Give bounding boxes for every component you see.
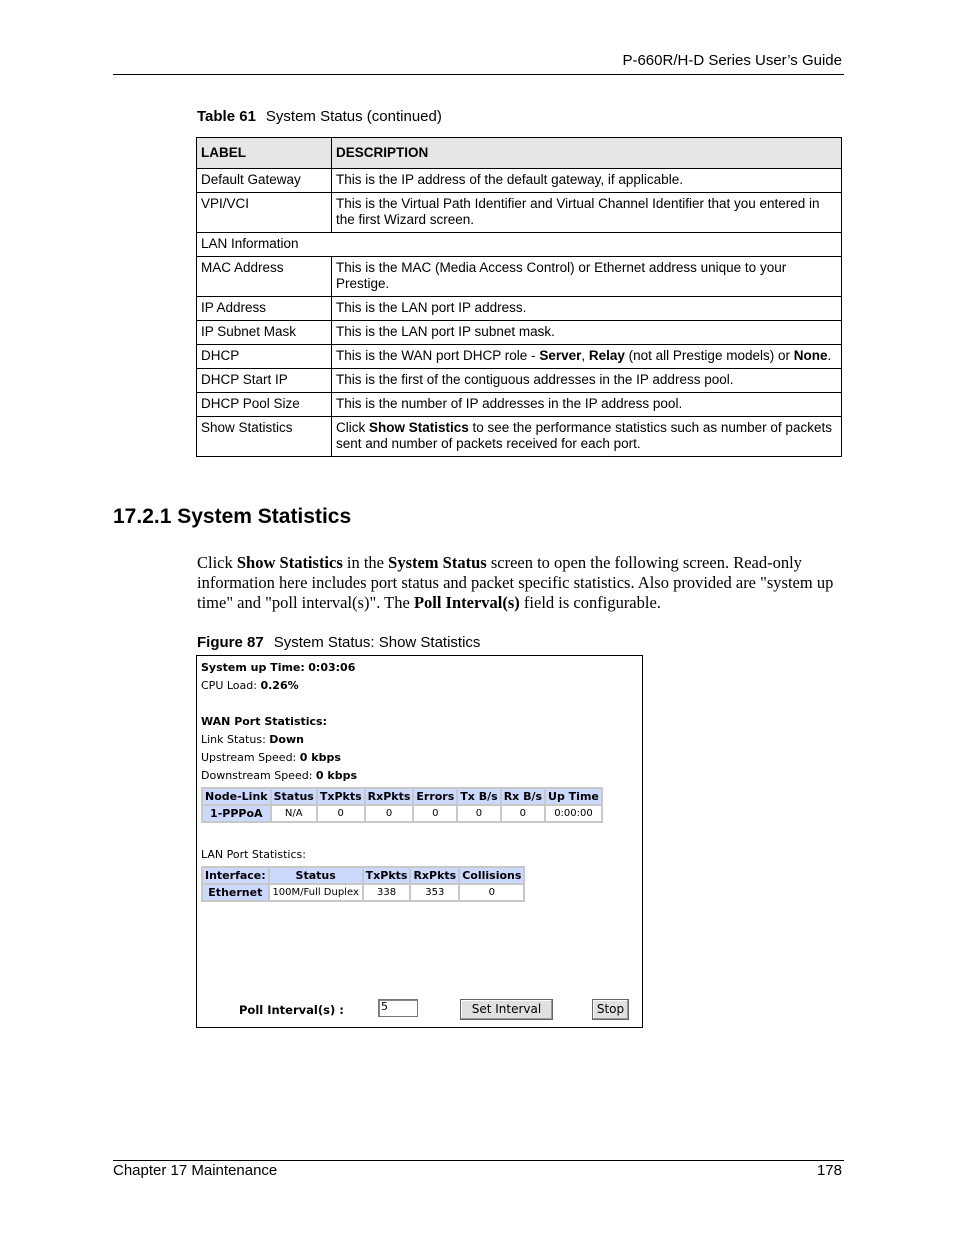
wan-heading-text: WAN Port Statistics: xyxy=(201,715,327,728)
body-bold: Show Statistics xyxy=(236,553,343,572)
header-rule xyxy=(113,74,844,75)
cpu-line xyxy=(201,679,299,692)
wan-rx-bs-value: 0 xyxy=(502,806,544,821)
row-label: IP Address xyxy=(197,297,332,321)
table-row xyxy=(197,297,842,321)
row-description xyxy=(332,417,842,457)
row-description: This is the number of IP addresses in the IP address pool. xyxy=(332,393,842,417)
lan-col-collisions: Collisions xyxy=(462,869,522,882)
figure-caption-number: Figure 87 xyxy=(197,634,264,651)
column-header-description: DESCRIPTION xyxy=(332,138,842,169)
row-label-group: LAN Information xyxy=(197,233,842,257)
table-row xyxy=(197,369,842,393)
table-row xyxy=(197,257,842,297)
poll-interval-input[interactable]: 5 xyxy=(378,999,418,1017)
wan-txpkts-value: 0 xyxy=(318,806,364,821)
lan-interface-value: Ethernet xyxy=(203,885,268,900)
row-label: DHCP xyxy=(197,345,332,369)
downstream-value: 0 kbps xyxy=(315,769,358,782)
set-interval-button[interactable]: Set Interval xyxy=(460,999,553,1020)
wan-stats-table xyxy=(201,787,603,823)
row-label: IP Subnet Mask xyxy=(197,321,332,345)
downstream-label: Downstream Speed: xyxy=(201,769,313,782)
row-label: MAC Address xyxy=(197,257,332,297)
wan-col-tx-bs: Tx B/s xyxy=(460,790,498,803)
body-bold: System Status xyxy=(388,553,487,572)
system-status-table xyxy=(196,137,842,457)
lan-heading xyxy=(201,848,306,861)
wan-node-link-value: 1-PPPoA xyxy=(203,806,270,821)
figure-caption-text: System Status: Show Statistics xyxy=(273,634,481,651)
table-row xyxy=(197,321,842,345)
desc-text: . xyxy=(827,348,832,363)
footer-chapter: Chapter 17 Maintenance xyxy=(113,1162,278,1179)
lan-col-interface: Interface: xyxy=(205,869,266,882)
row-description: This is the LAN port IP address. xyxy=(332,297,842,321)
desc-bold: Server xyxy=(539,348,582,363)
wan-col-up-time: Up Time xyxy=(548,790,599,803)
row-label: Show Statistics xyxy=(197,417,332,457)
body-text: field is configurable. xyxy=(519,593,661,612)
link-status-label: Link Status: xyxy=(201,733,266,746)
header-title: P-660R/H-D Series User’s Guide xyxy=(622,52,842,69)
cpu-label: CPU Load: xyxy=(201,679,257,692)
downstream-line xyxy=(201,769,357,782)
row-label: VPI/VCI xyxy=(197,193,332,233)
table-row xyxy=(197,233,842,257)
row-label: Default Gateway xyxy=(197,169,332,193)
table-row xyxy=(197,345,842,369)
lan-col-status: Status xyxy=(270,868,362,883)
wan-table-row xyxy=(203,806,601,821)
uptime-value: 0:03:06 xyxy=(308,661,356,674)
upstream-value: 0 kbps xyxy=(299,751,341,764)
statistics-screenshot xyxy=(196,655,643,1028)
cpu-value: 0.26% xyxy=(260,679,299,692)
wan-col-node-link: Node-Link xyxy=(205,790,268,803)
table-row xyxy=(197,393,842,417)
wan-col-txpkts: TxPkts xyxy=(319,790,362,803)
poll-interval-label: Poll Interval(s) : xyxy=(239,1003,344,1017)
body-text: in the xyxy=(342,553,389,572)
upstream-label: Upstream Speed: xyxy=(201,751,297,764)
lan-txpkts-value: 338 xyxy=(364,885,410,900)
wan-heading xyxy=(201,715,327,728)
row-description xyxy=(332,345,842,369)
desc-text: Click xyxy=(336,420,369,435)
footer-rule xyxy=(113,1160,844,1161)
body-text: screen to open the following screen. Read-only information here includes port status and packet specific statistics. Also provided are "system up time" and "poll interval(s)". The xyxy=(197,553,834,612)
table-row xyxy=(197,417,842,457)
upstream-line xyxy=(201,751,341,764)
row-description: This is the IP address of the default gateway, if applicable. xyxy=(332,169,842,193)
wan-col-status: Status xyxy=(273,790,314,803)
lan-heading-text: LAN Port Statistics: xyxy=(201,848,306,861)
stop-button[interactable]: Stop xyxy=(592,999,629,1020)
row-description: This is the MAC (Media Access Control) or Ethernet address unique to your Prestige. xyxy=(332,257,842,297)
link-status-line xyxy=(201,733,304,746)
body-text: Click xyxy=(197,553,237,572)
wan-status-value: N/A xyxy=(272,806,316,821)
desc-text: to see the performance statistics such as number of packets sent and number of packets received for each port. xyxy=(336,420,832,451)
row-description: This is the LAN port IP subnet mask. xyxy=(332,321,842,345)
lan-stats-table xyxy=(201,866,525,902)
wan-col-errors: Errors xyxy=(416,790,455,803)
link-status-value: Down xyxy=(269,733,304,746)
row-label: DHCP Pool Size xyxy=(197,393,332,417)
row-description: This is the first of the contiguous addresses in the IP address pool. xyxy=(332,369,842,393)
body-paragraph xyxy=(197,553,847,613)
wan-tx-bs-value: 0 xyxy=(458,806,499,821)
lan-col-rxpkts: RxPkts xyxy=(413,869,457,882)
desc-bold: Relay xyxy=(588,348,625,363)
table-caption-number: Table 61 xyxy=(197,108,256,125)
section-heading: 17.2.1 System Statistics xyxy=(113,505,352,528)
desc-text: (not all Prestige models) or xyxy=(624,348,794,363)
wan-table-header xyxy=(203,789,601,804)
desc-bold: None xyxy=(793,348,828,363)
wan-rxpkts-value: 0 xyxy=(366,806,413,821)
uptime-line xyxy=(201,661,355,674)
lan-table-header xyxy=(203,868,523,883)
table-header-row xyxy=(197,138,842,169)
wan-up-time-value: 0:00:00 xyxy=(546,806,601,821)
figure-caption xyxy=(197,634,480,651)
table-row xyxy=(197,193,842,233)
wan-col-rxpkts: RxPkts xyxy=(367,790,411,803)
desc-text: , xyxy=(581,348,589,363)
table-row xyxy=(197,169,842,193)
body-bold: Poll Interval(s) xyxy=(413,593,520,612)
lan-collisions-value: 0 xyxy=(460,885,523,900)
desc-bold: Show Statistics xyxy=(369,420,469,435)
uptime-label: System up Time: xyxy=(201,661,305,674)
table-caption-text: System Status (continued) xyxy=(265,108,442,125)
wan-col-rx-bs: Rx B/s xyxy=(503,790,543,803)
column-header-label: LABEL xyxy=(197,138,332,169)
desc-text: This is the WAN port DHCP role - xyxy=(336,348,540,363)
lan-col-txpkts: TxPkts xyxy=(365,869,408,882)
row-label: DHCP Start IP xyxy=(197,369,332,393)
lan-table-row xyxy=(203,885,523,900)
wan-errors-value: 0 xyxy=(414,806,456,821)
table-caption xyxy=(197,108,442,125)
lan-rxpkts-value: 353 xyxy=(411,885,458,900)
footer-page-number: 178 xyxy=(816,1162,842,1179)
row-description: This is the Virtual Path Identifier and Virtual Channel Identifier that you entered in the first Wizard screen. xyxy=(332,193,842,233)
lan-status-value: 100M/Full Duplex xyxy=(270,885,362,900)
